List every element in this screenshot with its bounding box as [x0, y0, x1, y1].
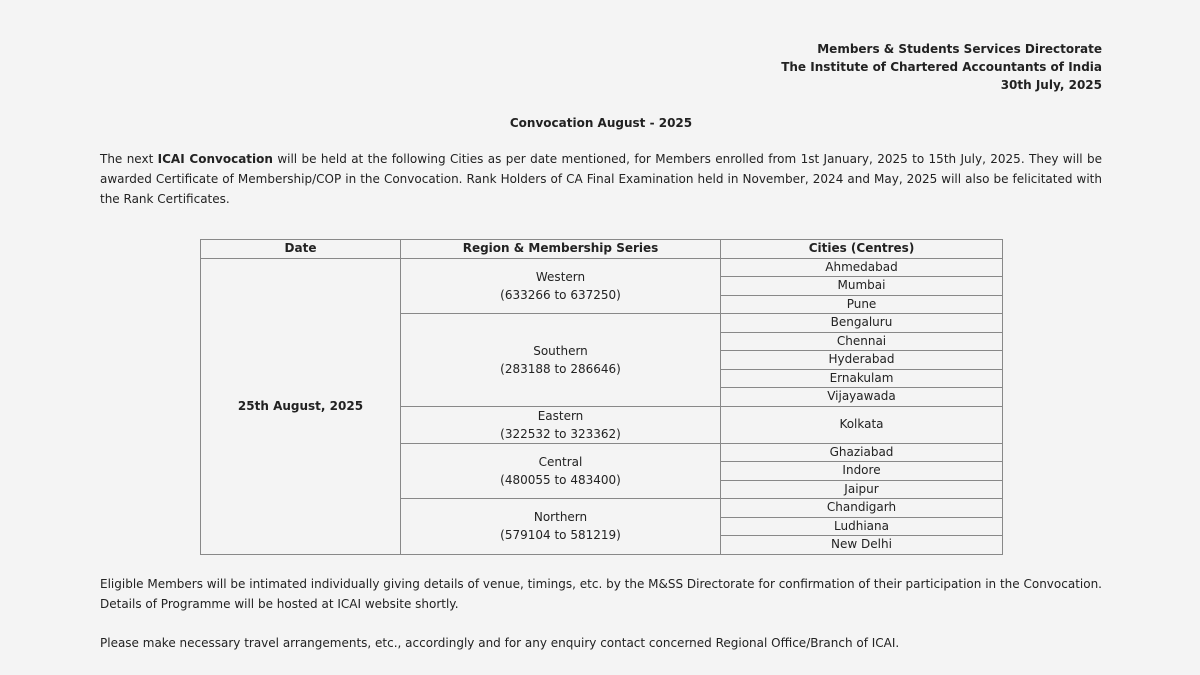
- region-northern: [401, 499, 721, 555]
- directorate-name: Members & Students Services Directorate: [817, 42, 1102, 56]
- region-name: Western: [535, 269, 586, 284]
- region-name: Eastern: [537, 408, 584, 423]
- header-cities: Cities (Centres): [721, 240, 1003, 259]
- city-cell: Jaipur: [721, 480, 1003, 499]
- region-southern: [401, 314, 721, 407]
- city-cell: Kolkata: [721, 406, 1003, 443]
- city-cell: Hyderabad: [721, 351, 1003, 370]
- region-series: (633266 to 637250): [500, 287, 621, 302]
- table-row: [201, 258, 1003, 277]
- region-name: Southern: [533, 343, 588, 358]
- city-cell: Mumbai: [721, 277, 1003, 296]
- city-cell: Ludhiana: [721, 517, 1003, 536]
- region-name: Central: [538, 454, 583, 469]
- city-cell: Ghaziabad: [721, 443, 1003, 462]
- header-region: Region & Membership Series: [401, 240, 721, 259]
- city-cell: Vijayawada: [721, 388, 1003, 407]
- intro-text: will be held at the following Cities as per date mentioned, for Members enrolled from 1st January, 2025 to 15th July, 2025. They will be awarded Certificate of Membership/COP in the Convocation. Rank Holders of CA Final Examination held in November, 2024 and May, 2025 will also be felicitated with the Rank Certificates.: [100, 152, 1102, 206]
- city-cell: Ernakulam: [721, 369, 1003, 388]
- region-western: [401, 258, 721, 314]
- page-title: Convocation August - 2025: [509, 116, 693, 130]
- convocation-table: [200, 239, 1003, 555]
- travel-paragraph: Please make necessary travel arrangements, etc., accordingly and for any enquiry contact concerned Regional Office/Branch of ICAI.: [100, 635, 900, 650]
- region-series: (283188 to 286646): [500, 361, 621, 376]
- region-series: (322532 to 323362): [500, 426, 621, 441]
- region-series: (480055 to 483400): [500, 472, 621, 487]
- city-cell: Indore: [721, 462, 1003, 481]
- city-cell: Chandigarh: [721, 499, 1003, 518]
- city-cell: Chennai: [721, 332, 1003, 351]
- region-eastern: [401, 406, 721, 443]
- city-cell: New Delhi: [721, 536, 1003, 555]
- region-name: Northern: [533, 510, 588, 525]
- table-header-row: [201, 240, 1003, 259]
- city-cell: Ahmedabad: [721, 258, 1003, 277]
- eligibility-paragraph: Eligible Members will be intimated individually giving details of venue, timings, etc. by the M&SS Directorate for confirmation of their participation in the Convocation. Details of Programme will be hosted at ICAI website shortly.: [100, 576, 1102, 611]
- issuer-header: [100, 40, 1102, 94]
- intro-paragraph: [100, 149, 1102, 209]
- header-date: Date: [201, 240, 401, 259]
- city-cell: Bengaluru: [721, 314, 1003, 333]
- intro-prefix: The next: [100, 152, 158, 166]
- notice-document: [100, 40, 1102, 653]
- region-central: [401, 443, 721, 499]
- region-series: (579104 to 581219): [500, 528, 621, 543]
- intro-bold: ICAI Convocation: [157, 152, 273, 166]
- issue-date: 30th July, 2025: [1000, 78, 1102, 92]
- institute-name: The Institute of Chartered Accountants of India: [781, 60, 1102, 74]
- convocation-date: 25th August, 2025: [201, 258, 401, 554]
- city-cell: Pune: [721, 295, 1003, 314]
